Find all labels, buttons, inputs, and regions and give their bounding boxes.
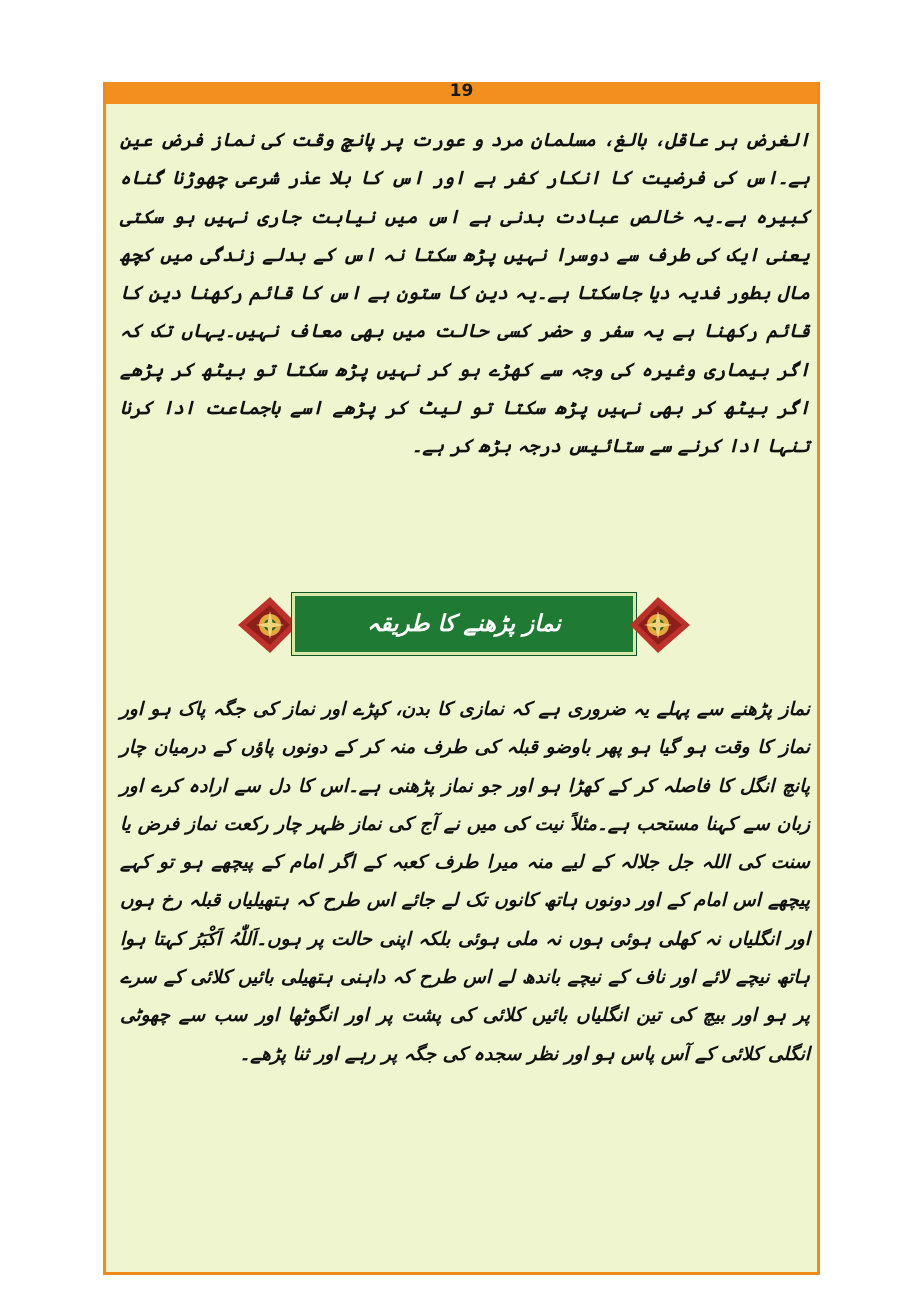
floral-ornament-icon [236, 593, 300, 657]
page-header-band [106, 82, 817, 104]
section-heading-box [292, 593, 636, 655]
paragraph-obligation-of-prayer: الغرض ہر عاقل، بالغ، مسلمان مرد و عورت پر پانچ وقت کی نماز فرض عین ہے۔اس کی فرضیت کا انکار کفر ہے اور اس کا بلا عذر شرعی چھوڑنا گناہ کبیرہ ہے۔یہ خالص عبادت بدنی ہے اس میں نیابت جاری نہیں ہو سکتی یعنی ایک کی طرف سے دوسرا نہیں پڑھ سکتا نہ اس کے بدلے زندگی میں کچھ مال بطور فدیہ دیا جاسکتا ہے۔یہ دین کا ستون ہے اس کا قائم رکھنا دین کا قائم رکھنا ہے یہ سفر و حضر کسی حالت میں بھی معاف نہیں۔یہاں تک کہ اگر بیماری وغیرہ کی وجہ سے کھڑے ہو کر نہیں پڑھ سکتا تو بیٹھ کر پڑھے اگر بیٹھ کر بھی نہیں پڑھ سکتا تو لیٹ کر پڑھے اسے باجماعت ادا کرنا تنہا ادا کرنے سے ستائیس درجہ بڑھ کر ہے۔ [120, 130, 810, 458]
page-number: 19 [449, 81, 474, 101]
floral-ornament-icon [628, 593, 692, 657]
section-heading: نماز پڑھنے کا طریقہ [367, 611, 561, 637]
section-heading-banner [236, 593, 692, 657]
book-page [103, 82, 820, 1275]
paragraph-method-of-prayer: نماز پڑھنے سے پہلے یہ ضروری ہے کہ نمازی کا بدن، کپڑے اور نماز کی جگہ پاک ہو اور نماز کا وقت ہو گیا ہو پھر باوضو قبلہ کی طرف منہ کر کے دونوں پاؤں کے درمیان چار پانچ انگل کا فاصلہ کر کے کھڑا ہو اور جو نماز پڑھنی ہے۔اس کا دل سے ارادہ کرے اور زبان سے کہنا مستحب ہے۔مثلاً نیت کی میں نے آج کی نماز ظہر چار رکعت نماز فرض یا سنت کی اللہ جل جلالہ کے لیے منہ میرا طرف کعبہ کے اگر امام کے پیچھے ہو تو کہے پیچھے اس امام کے اور دونوں ہاتھ کانوں تک لے جائے اس طرح کہ ہتھیلیاں قبلہ رخ ہوں اور انگلیاں نہ کھلی ہوئی ہوں نہ ملی ہوئی بلکہ اپنی حالت پر ہوں۔اَللّٰہُ اَکْبَرُ کہتا ہوا ہاتھ نیچے لائے اور ناف کے نیچے باندھ لے اس طرح کہ داہنی ہتھیلی بائیں کلائی کے سرے پر ہو اور بیچ کی تین انگلیاں بائیں کلائی کی پشت پر اور انگوٹھا اور سب سے چھوٹی انگلی کلائی کے آس پاس ہو اور نظر سجدہ کی جگہ پر رہے اور ثنا پڑھے۔ [120, 699, 810, 1065]
